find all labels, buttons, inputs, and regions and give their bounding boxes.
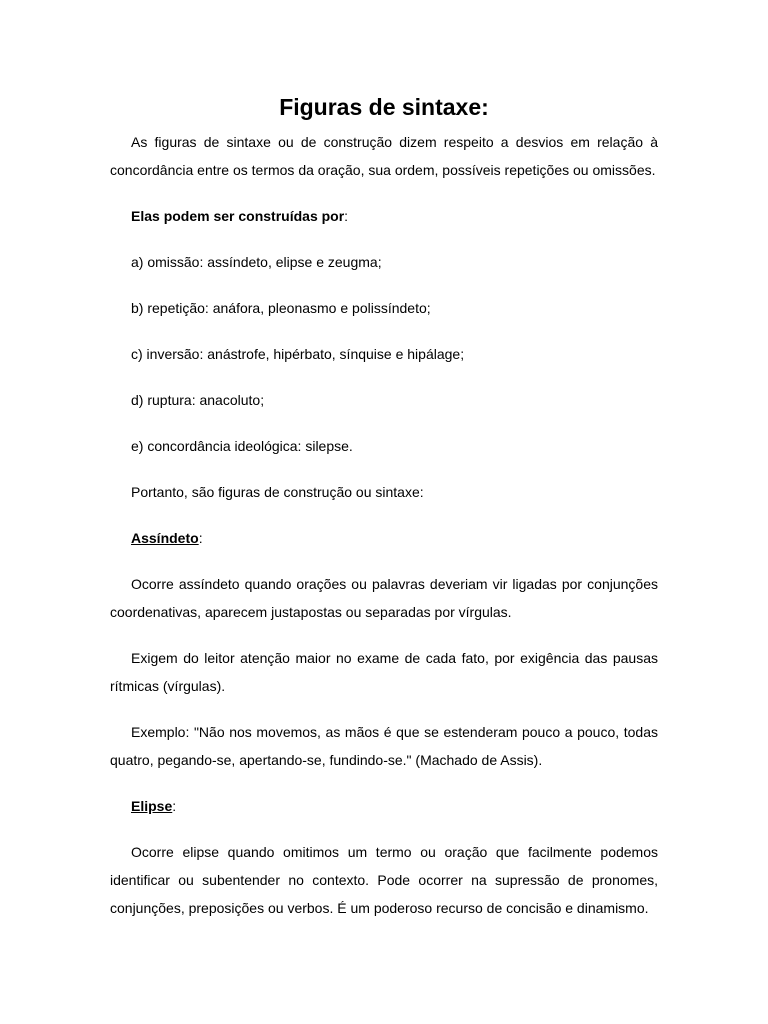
list-heading (110, 202, 658, 230)
section-heading-colon: : (198, 530, 203, 546)
document-page (110, 88, 658, 922)
section-heading-text: Elipse (131, 798, 173, 814)
list-item: d) ruptura: anacoluto; (131, 392, 265, 408)
list-heading-colon: : (344, 208, 349, 224)
list-heading-bold: Elas podem ser construídas por (131, 208, 345, 224)
list-item: c) inversão: anástrofe, hipérbato, sínquise e hipálage; (131, 346, 465, 362)
assindeto-example: Exemplo: "Não nos movemos, as mãos é que se estenderam pouco a pouco, todas quatro, pegando-se, apertando-se, fundindo-se." (Machado de Assis). (110, 724, 658, 768)
transition-paragraph: Portanto, são figuras de construção ou sintaxe: (131, 484, 424, 500)
list-item: e) concordância ideológica: silepse. (131, 438, 353, 454)
section-heading-elipse (110, 792, 658, 820)
section-heading-text: Assíndeto (131, 530, 199, 546)
document-title: Figuras de sintaxe: (279, 94, 489, 120)
section-heading-colon: : (172, 798, 177, 814)
section-heading-assindeto (110, 524, 658, 552)
assindeto-paragraph: Exigem do leitor atenção maior no exame de cada fato, por exigência das pausas rítmicas (vírgulas). (110, 650, 658, 694)
elipse-paragraph: Ocorre elipse quando omitimos um termo ou oração que facilmente podemos identificar ou subentender no contexto. Pode ocorrer na supressão de pronomes, conjunções, preposições ou verbos. É um poderoso recurso de concisão e dinamismo. (110, 844, 658, 916)
list-item: b) repetição: anáfora, pleonasmo e polissíndeto; (131, 300, 431, 316)
intro-paragraph: As figuras de sintaxe ou de construção dizem respeito a desvios em relação à concordância entre os termos da oração, sua ordem, possíveis repetições ou omissões. (110, 134, 658, 178)
assindeto-paragraph: Ocorre assíndeto quando orações ou palavras deveriam vir ligadas por conjunções coordenativas, aparecem justapostas ou separadas por vírgulas. (110, 576, 658, 620)
list-item: a) omissão: assíndeto, elipse e zeugma; (131, 254, 382, 270)
